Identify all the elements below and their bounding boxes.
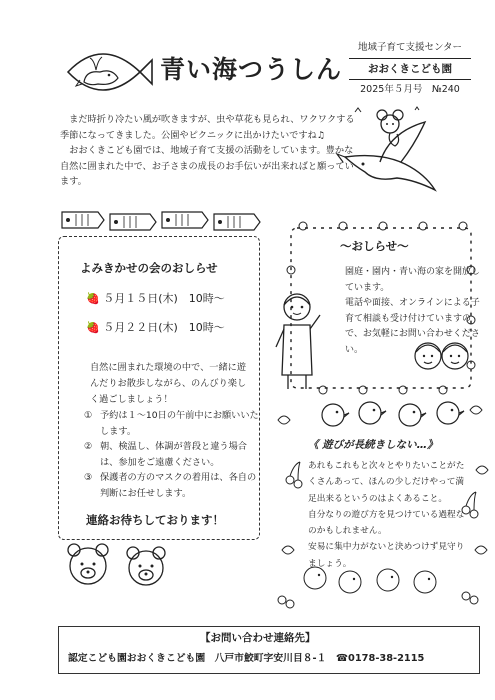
note-text: 保護者の方のマスクの着用は、各自の判断にお任せします。 <box>100 472 257 499</box>
closing-message: 連絡お待ちしております！ <box>86 513 224 527</box>
contact-org: 認定こども園おおくきこども園 <box>68 653 206 664</box>
divider <box>349 79 471 80</box>
intro-paragraph: まだ時折り冷たい風が吹きますが、虫や草花も見られ、ワクワクする季節になってきました。公園やピクニックに出かけたいですね♫ <box>60 114 355 141</box>
issue-number: 2025年５月号 №240 <box>360 84 460 95</box>
contact-address: 八戸市鮫町字安川目８-１ <box>214 653 327 664</box>
play-paragraph: 安易に集中力がないと決めつけず見守りましょう。 <box>308 542 465 569</box>
event-date <box>86 290 225 306</box>
koinobori-banner-icon <box>58 206 263 240</box>
play-paragraph: あれもこれもと次々とやりたいことがたくさんあって、ほんの少しだけやって満足出来るというのはよくあること。 <box>308 461 465 504</box>
play-body <box>308 458 468 572</box>
note-number: ② <box>84 441 93 452</box>
note-text: 予約は１～10日の午前中にお願いいたします。 <box>100 410 259 437</box>
fish-whale-logo-icon <box>62 42 154 102</box>
event-notes <box>84 408 259 501</box>
note-number: ① <box>84 410 93 421</box>
contact-phone: ☎0178-38-2115 <box>335 653 425 664</box>
center-name: 地域子育て支援センター <box>357 42 463 53</box>
event-title: よみきかせの会のおしらせ <box>80 261 218 275</box>
event-date-text: ５月２２日(木) 10時～ <box>103 321 225 334</box>
news-paragraph: 園庭・園内・青い海の家を開放しています。 <box>345 267 481 293</box>
strawberry-icon: 🍓 <box>86 321 100 334</box>
center-info <box>345 40 475 98</box>
news-paragraph: 電話や面接、オンラインによる子育て相談も受け付けていますので、お気軽にお問い合わせください。 <box>345 298 480 355</box>
divider <box>349 58 471 59</box>
contact-title: 【お問い合わせ連絡先】 <box>200 632 316 644</box>
news-title: ～おしらせ～ <box>340 239 409 253</box>
note-item <box>84 408 259 439</box>
swallow-mouse-icon <box>335 102 445 197</box>
note-number: ③ <box>84 472 93 483</box>
intro-text <box>60 112 360 190</box>
event-date-text: ５月１５日(木) 10時～ <box>103 292 225 305</box>
play-paragraph: 自分なりの遊び方を見つけている過程なのかもしれません。 <box>308 509 465 537</box>
play-title: 《 遊びが長続きしない…》 <box>308 439 438 451</box>
event-description: 自然に囲まれた環境の中で、一緒に遊んだりお散歩しながら、のんびり楽しく過ごしましょう！ <box>90 362 247 405</box>
bear-faces-icon <box>58 536 178 591</box>
note-item <box>84 439 259 470</box>
waving-person-icon <box>270 285 325 395</box>
strawberry-icon: 🍓 <box>86 292 100 305</box>
children-faces-icon <box>410 332 472 377</box>
nursery-name: おおくきこども園 <box>368 63 452 75</box>
event-date <box>86 319 225 335</box>
contact-line <box>68 650 430 664</box>
note-item <box>84 470 259 501</box>
newsletter-title: 青い海つうしん <box>160 55 343 84</box>
intro-paragraph: おおくきこども園では、地域子育て支援の活動をしています。豊かな自然に囲まれた中で、お子さまの成長のお手伝いが出来ればと願っています。 <box>60 145 354 187</box>
note-text: 朝、検温し、体調が普段と違う場合は、参加をご遠慮ください。 <box>100 441 247 468</box>
